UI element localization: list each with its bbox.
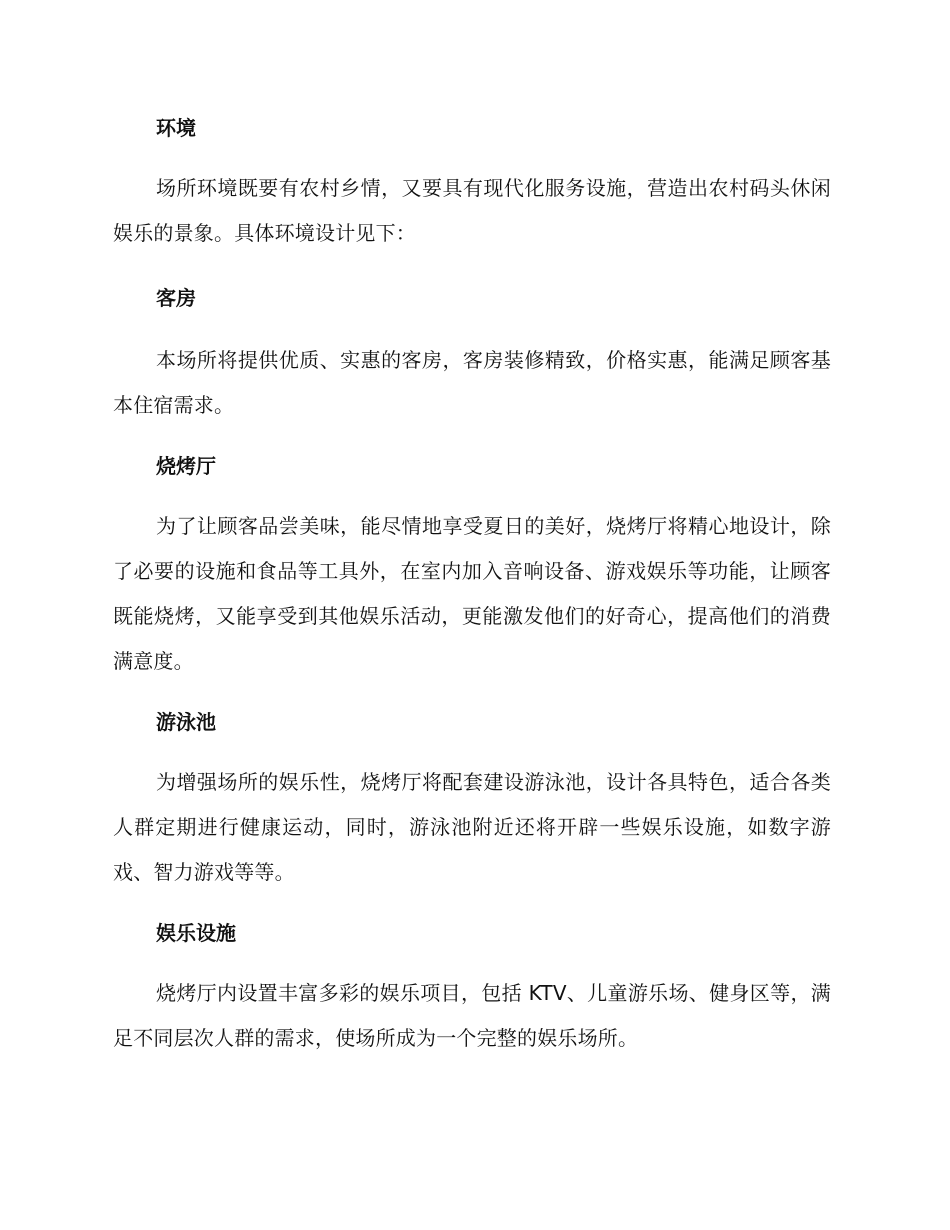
section-environment (113, 110, 831, 256)
section-paragraph: 烧烤厅内设置丰富多彩的娱乐项目，包括 KTV、儿童游乐场、健身区等，满足不同层次人群的需求，使场所成为一个完整的娱乐场所。 (113, 981, 831, 1050)
section-heading: 游泳池 (156, 710, 216, 734)
section-heading: 客房 (156, 286, 196, 310)
section-guest-rooms (113, 280, 831, 428)
section-paragraph: 为增强场所的娱乐性，烧烤厅将配套建设游泳池，设计各具特色，适合各类人群定期进行健康运动，同时，游泳池附近还将开辟一些娱乐设施，如数字游戏、智力游戏等等。 (113, 770, 831, 884)
section-heading: 环境 (156, 116, 196, 140)
section-paragraph: 为了让顾客品尝美味，能尽情地享受夏日的美好，烧烤厅将精心地设计，除了必要的设施和食品等工具外，在室内加入音响设备、游戏娱乐等功能，让顾客既能烧烤，又能享受到其他娱乐活动，更能激发他们的好奇心，提高他们的消费满意度。 (113, 514, 831, 673)
section-swimming-pool (113, 704, 831, 895)
section-heading: 娱乐设施 (156, 921, 236, 945)
section-entertainment (113, 915, 831, 1061)
section-heading: 烧烤厅 (156, 454, 216, 478)
section-paragraph: 本场所将提供优质、实惠的客房，客房装修精致，价格实惠，能满足顾客基本住宿需求。 (113, 348, 831, 417)
section-bbq-hall (113, 448, 831, 684)
document-page (113, 110, 831, 1061)
section-paragraph: 场所环境既要有农村乡情，又要具有现代化服务设施，营造出农村码头休闲娱乐的景象。具体环境设计见下： (113, 176, 831, 245)
